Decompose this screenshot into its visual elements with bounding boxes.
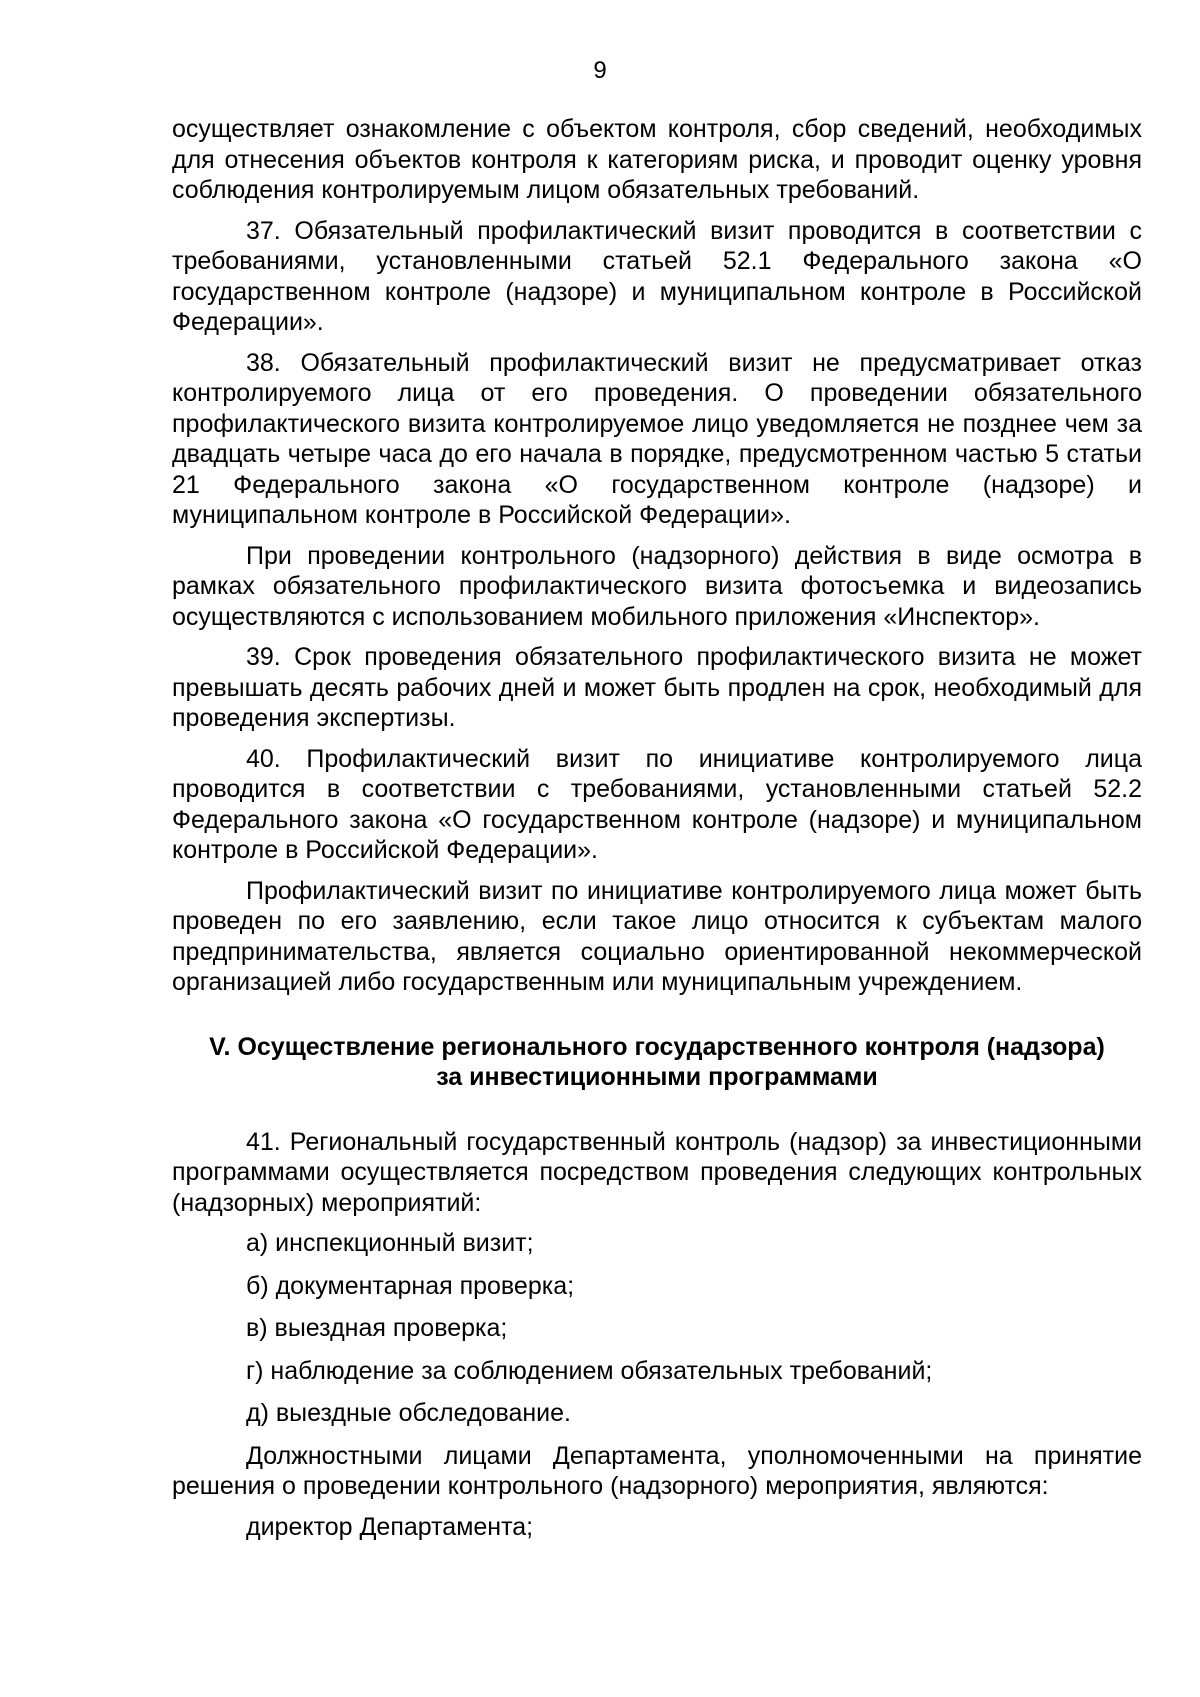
list-item-a: а) инспекционный визит; bbox=[246, 1229, 534, 1257]
page-number: 9 bbox=[593, 57, 607, 84]
list-item-v: в) выездная проверка; bbox=[246, 1314, 508, 1342]
paragraph-continuation: осуществляет ознакомление с объектом контроля, сбор сведений, необходимых для отнесения объектов контроля к категориям риска, и проводит оценку уровня соблюдения контролируемым лицом обязательных требований. bbox=[172, 115, 1142, 204]
paragraph-photo-video: При проведении контрольного (надзорного) действия в виде осмотра в рамках обязательного профилактического визита фотосъемка и видеозапись осуществляются с использованием мобильного приложения «Инспектор». bbox=[172, 541, 1142, 631]
section-heading-line-2: за инвестиционными программами bbox=[436, 1063, 878, 1091]
list-item-g: г) наблюдение за соблюдением обязательных требований; bbox=[246, 1356, 933, 1385]
paragraph-37: 37. Обязательный профилактический визит проводится в соответствии с требованиями, установленными статьей 52.1 Федерального закона «О государственном контроле (надзоре) и муниципальном контроле в Российской Федерации». bbox=[172, 216, 1142, 336]
list-item-director: директор Департамента; bbox=[246, 1512, 534, 1541]
section-heading-v bbox=[172, 1032, 1142, 1093]
list-item-b: б) документарная проверка; bbox=[246, 1271, 575, 1300]
paragraph-initiative-visit: Профилактический визит по инициативе контролируемого лица может быть проведен по его заявлению, если такое лицо относится к субъектам малого предпринимательства, является социально ориентированной некоммерческой организацией либо государственным или муниципальным учреждением. bbox=[172, 876, 1142, 996]
paragraph-41: 41. Региональный государственный контроль (надзор) за инвестиционными программами осуществляется посредством проведения следующих контрольных (надзорных) мероприятий: bbox=[172, 1127, 1142, 1217]
paragraph-39: 39. Срок проведения обязательного профилактического визита не может превышать десять рабочих дней и может быть продлен на срок, необходимый для проведения экспертизы. bbox=[172, 643, 1142, 732]
document-body bbox=[172, 114, 1142, 1554]
section-heading-line-1: V. Осуществление регионального государственного контроля (надзора) bbox=[209, 1032, 1105, 1061]
list-item-d: д) выездные обследование. bbox=[246, 1399, 571, 1427]
paragraph-38: 38. Обязательный профилактический визит не предусматривает отказ контролируемого лица от его проведения. О проведении обязательного профилактического визита контролируемое лицо уведомляется не позднее чем за двадцать четыре часа до его начала в порядке, предусмотренном частью 5 статьи 21 Федерального закона «О государственном контроле (надзоре) и муниципальном контроле в Российской Федерации». bbox=[172, 348, 1142, 529]
paragraph-officials: Должностными лицами Департамента, уполномоченными на принятие решения о проведении контрольного (надзорного) мероприятия, являются: bbox=[172, 1441, 1142, 1500]
paragraph-40: 40. Профилактический визит по инициативе контролируемого лица проводится в соответствии с требованиями, установленными статьей 52.2 Федерального закона «О государственном контроле (надзоре) и муниципальном контроле в Российской Федерации». bbox=[172, 744, 1142, 864]
